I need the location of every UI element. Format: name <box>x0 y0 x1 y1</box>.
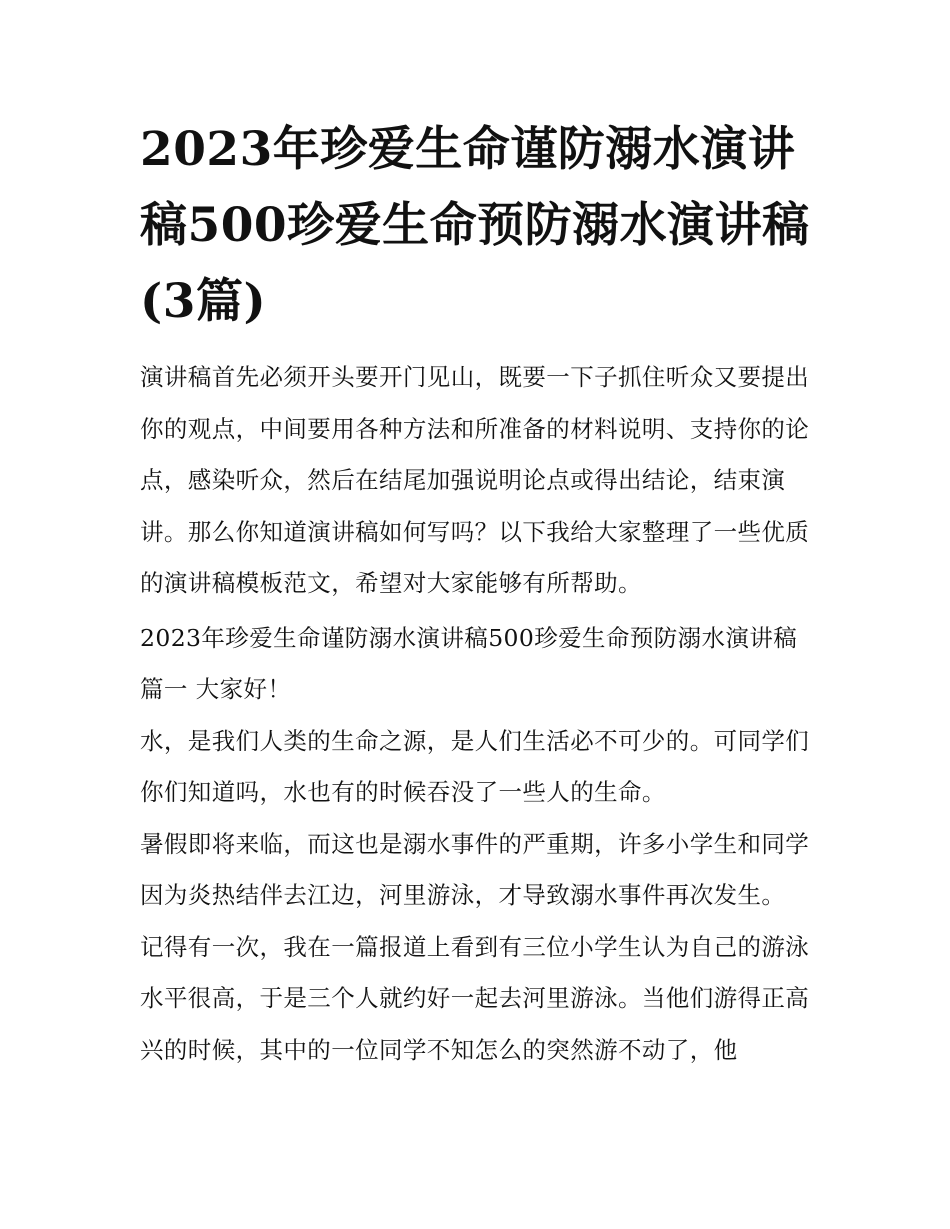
document-page <box>140 112 812 1076</box>
speech-heading-paragraph: 2023年珍爱生命谨防溺水演讲稿500珍爱生命预防溺水演讲稿篇一 大家好！ <box>140 623 798 703</box>
body-paragraph: 记得有一次，我在一篇报道上看到有三位小学生认为自己的游泳水平很高，于是三个人就约好一起去河里游泳。当他们游得正高兴的时候，其中的一位同学不知怎么的突然游不动了，他 <box>140 932 810 1064</box>
body-paragraph: 水，是我们人类的生命之源，是人们生活必不可少的。可同学们你们知道吗，水也有的时候吞没了一些人的生命。 <box>140 726 810 806</box>
intro-paragraph: 演讲稿首先必须开头要开门见山，既要一下子抓住听众又要提出你的观点，中间要用各种方法和所准备的材料说明、支持你的论点，感染听众，然后在结尾加强说明论点或得出结论，结束演讲。那么你知道演讲稿如何写吗？以下我给大家整理了一些优质的演讲稿模板范文，希望对大家能够有所帮助。 <box>140 363 810 597</box>
document-title: 2023年珍爱生命谨防溺水演讲稿500珍爱生命预防溺水演讲稿(3篇) <box>140 122 810 329</box>
body-paragraph: 暑假即将来临，而这也是溺水事件的严重期，许多小学生和同学因为炎热结伴去江边，河里游泳，才导致溺水事件再次发生。 <box>140 829 810 909</box>
